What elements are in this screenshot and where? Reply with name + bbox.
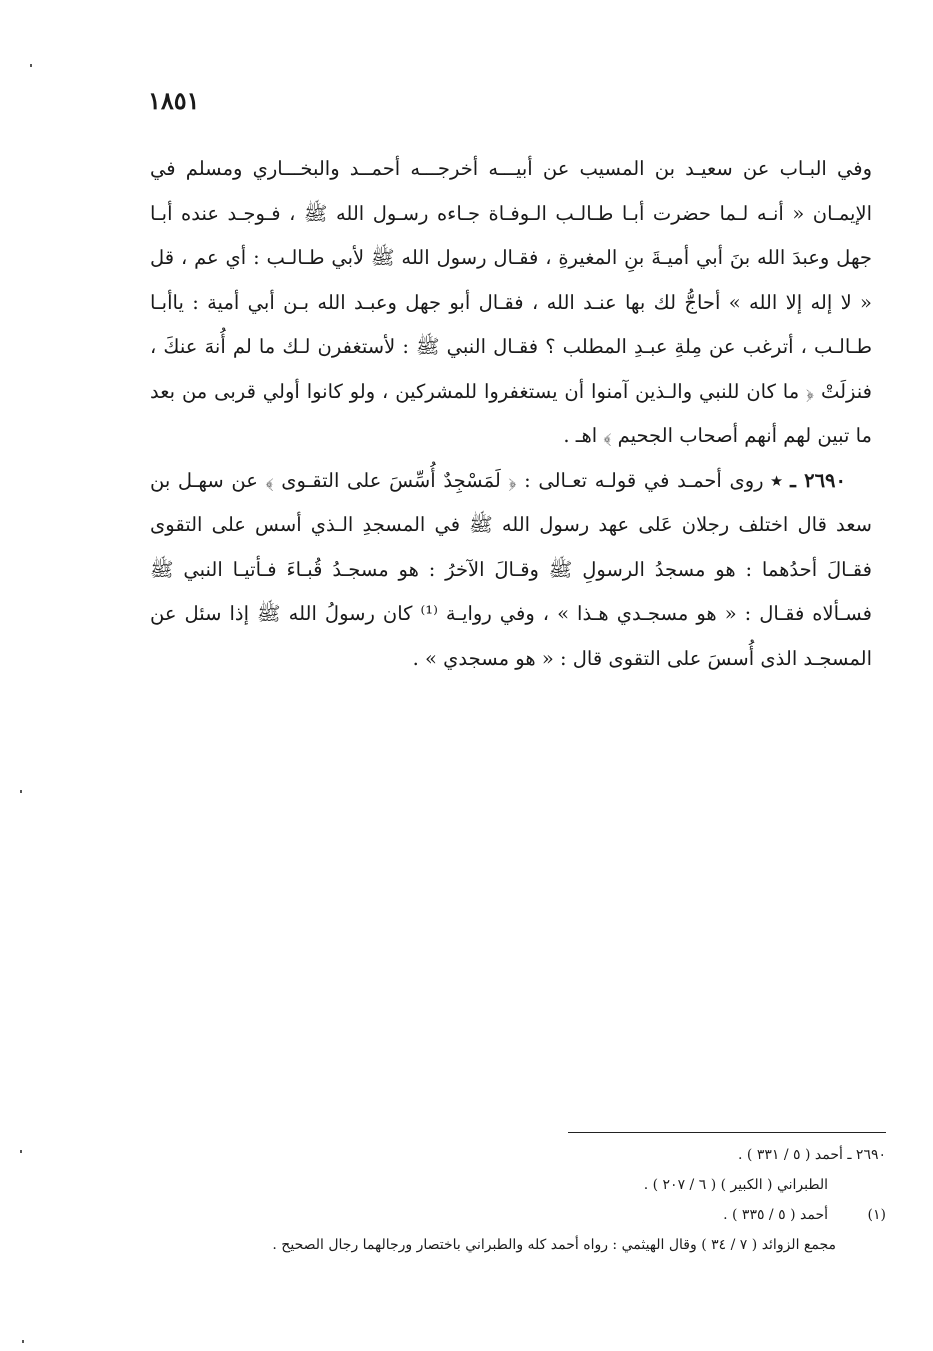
- footnote-marker: (١): [867, 1207, 886, 1223]
- footnote-1: [200, 1200, 886, 1230]
- footnote-divider: [568, 1132, 886, 1133]
- footnote-text: الطبراني ( الكبير ) ( ٦ / ٢٠٧ ) .: [643, 1177, 828, 1193]
- paragraph-commentary: وفي البـاب عن سعيـد بن المسيب عن أبيـــه أخرجـــه أحمــد والبخـــاري ومسلم في الإيمـان « أنـه لـما حضرت أبـا طـالـب الـوفـاة جـاءه رسـول الله ﷺ ، فـوجـد عنده أبـا جهل وعبدَ الله بنَ أبي أميـةَ بنِ المغيرةِ ، فقـال رسول الله ﷺ لأبي طـالـب : أي عم ، قل « لا إله إلا الله » أحاجُّ لك بها عنـد الله ، فقـال أبو جهل وعبـد الله بـن أبي أمية : ياأبـا طـالـب ، أترغب عن مِلةِ عبـدِ المطلب ؟ فقـال النبي ﷺ : لأستغفرن لـك ما لم أُنهَ عنكَ ، فنزلَتْ ﴿ ما كان للنبي والـذين آمنوا أن يستغفروا للمشركين ، ولو كانوا أولي قربى من بعد ما تبين لهم أنهم أصحاب الجحيم ﴾ اهـ .: [150, 157, 872, 447]
- paragraph-hadith: [150, 459, 872, 682]
- footnote-text: مجمع الزوائد ( ٧ / ٣٤ ) وقال الهيثمي : رواه أحمد كله والطبراني باختصار ورجالهما رجال الصحيح .: [272, 1237, 836, 1253]
- footnote-source-4: [200, 1230, 886, 1260]
- footnote-source-1: [200, 1140, 886, 1170]
- scan-speck: [20, 1150, 22, 1153]
- page-number: ١٨٥١: [148, 86, 200, 115]
- main-text-block: [150, 147, 872, 681]
- footnote-source-2: [200, 1170, 886, 1200]
- footnote-text: أحمد ( ٥ / ٣٣٥ ) .: [723, 1207, 828, 1223]
- scan-speck: [30, 64, 32, 67]
- footnotes-block: [200, 1140, 886, 1260]
- hadith-number: ٢٦٩٠ ـ ٭: [771, 468, 847, 492]
- scan-speck: [22, 1340, 24, 1343]
- hadith-text: روى أحمـد في قولـه تعـالى : ﴿ لَمَسْجِدٌ أُسِّسَ على التقـوى ﴾ عن سهـل بن سعد قال اختلف رجلان عَلى عهد رسول الله ﷺ في المسجدِ الـذي أسس على التقوى فقـالَ أحدُهما : هو مسجدُ الرسولِ ﷺ وقـالَ الآخرُ : هو مسجـدُ قُبـاءَ فـأتيـا النبي ﷺ فسـألاه فقـال : « هو مسجـدي هـذا » ، وفي روايـة ⁽¹⁾ كان رسولُ الله ﷺ إذا سئل عن المسجـد الذى أُسسَ على التقوى قال : « هو مسجدي » .: [150, 468, 872, 670]
- footnote-text: ٢٦٩٠ ـ أحمد ( ٥ / ٣٣١ ) .: [738, 1147, 886, 1163]
- scan-speck: [20, 790, 22, 793]
